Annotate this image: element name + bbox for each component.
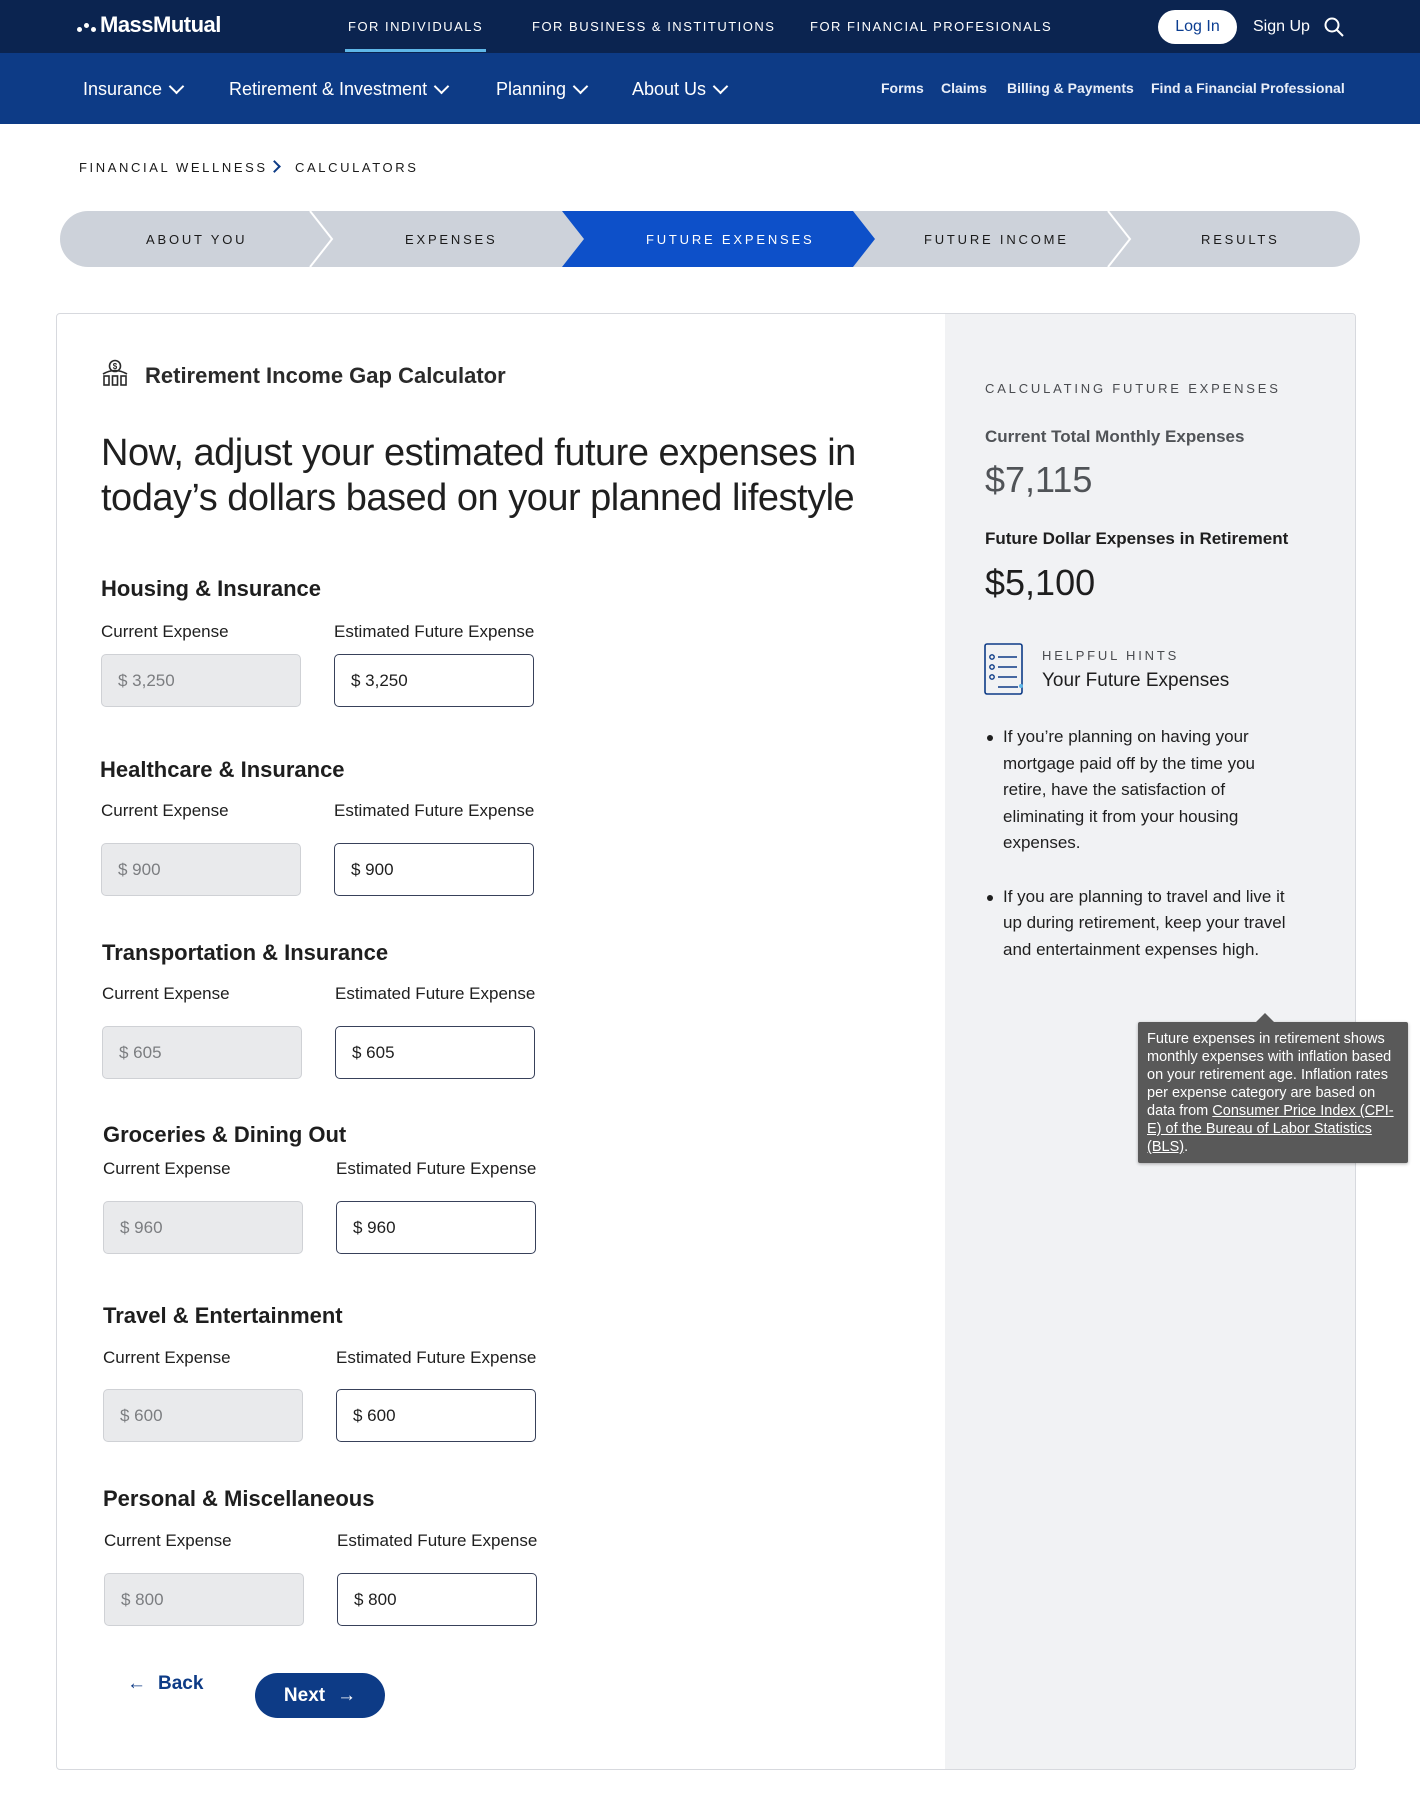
transportation-future-input[interactable]: $ 605 [335,1026,535,1079]
nav-insurance[interactable] [83,79,182,100]
nav-planning[interactable] [496,79,586,100]
arrow-left-icon: ← [127,1673,146,1694]
future-expense-label: Estimated Future Expense [336,1348,537,1367]
calculator-title: Retirement Income Gap Calculator [145,363,506,388]
step-future-expenses[interactable]: FUTURE EXPENSES [646,232,815,247]
next-button[interactable] [255,1673,385,1718]
page-headline: Now, adjust your estimated future expenses in today’s dollars based on your planned lifestyle [101,432,856,519]
personal-future-input[interactable]: $ 800 [337,1573,537,1626]
travel-future-input[interactable]: $ 600 [336,1389,536,1442]
step-about-you[interactable]: ABOUT YOU [146,232,248,247]
main-nav [0,53,1420,124]
section-title-healthcare: Healthcare & Insurance [100,757,345,782]
sidebar-caption: CALCULATING FUTURE EXPENSES [985,381,1281,396]
nav-about-us[interactable] [632,79,726,100]
chevron-down-icon [169,79,185,95]
utility-forms[interactable]: Forms [881,80,924,96]
step-expenses[interactable]: EXPENSES [405,232,498,247]
back-button[interactable] [127,1673,203,1695]
search-icon[interactable] [1323,16,1345,38]
tooltip-text: Future expenses in retirement shows monthly expenses with inflation based on your retirement age. Inflation rates per expense category are based on data from [1147,1031,1392,1119]
future-expenses-label: Future Dollar Expenses in Retirement [985,529,1289,548]
nav-label: Insurance [83,79,163,99]
future-expenses-value: $5,100 [985,562,1096,603]
info-tooltip [1138,1022,1408,1163]
future-expense-label: Estimated Future Expense [334,801,535,820]
logo-dots-icon [77,18,96,32]
nav-label: Retirement & Investment [229,79,428,99]
utility-find-professional[interactable]: Find a Financial Professional [1151,80,1345,96]
login-button[interactable]: Log In [1158,10,1237,44]
current-expense-label: Current Expense [104,1531,232,1550]
nav-label: About Us [632,79,707,99]
arrow-right-icon: → [337,1684,357,1706]
transportation-current-field: $ 605 [102,1026,302,1079]
future-expense-label: Estimated Future Expense [335,984,536,1003]
housing-future-input[interactable]: $ 3,250 [334,654,534,707]
current-expense-label: Current Expense [101,801,229,820]
signup-link[interactable]: Sign Up [1253,18,1310,35]
chevron-right-icon [268,160,281,173]
breadcrumb-financial-wellness[interactable]: FINANCIAL WELLNESS [79,160,268,175]
chevron-down-icon [573,79,589,95]
massmutual-logo[interactable] [77,12,221,38]
chevron-down-icon [713,79,729,95]
future-expense-label: Estimated Future Expense [336,1159,537,1178]
cpi-link[interactable]: Consumer Price Index (CPI-E) of the Bureau of Labor Statistics (BLS) [1147,1103,1394,1155]
svg-text:$: $ [112,362,118,371]
hints-title: Your Future Expenses [1042,670,1230,691]
tab-for-financial-professionals[interactable]: FOR FINANCIAL PROFESIONALS [810,19,1053,34]
groceries-current-field: $ 960 [103,1201,303,1254]
hint-item: If you are planning to travel and live it up during retirement, keep your travel and entertainment expenses high. [1003,884,1303,964]
current-expense-label: Current Expense [103,1159,231,1178]
current-expense-label: Current Expense [102,984,230,1003]
future-expense-label: Estimated Future Expense [337,1531,538,1550]
chevron-down-icon [434,79,450,95]
nav-retirement-investment[interactable] [229,79,447,100]
utility-billing-payments[interactable]: Billing & Payments [1007,80,1134,96]
future-expense-label: Estimated Future Expense [334,622,535,641]
back-label: Back [158,1673,204,1694]
healthcare-current-field: $ 900 [101,843,301,896]
utility-claims[interactable]: Claims [941,80,987,96]
personal-current-field: $ 800 [104,1573,304,1626]
checklist-icon [984,643,1024,695]
section-title-groceries: Groceries & Dining Out [103,1122,347,1147]
logo-text: MassMutual [100,12,221,37]
progress-stepper [60,211,1360,267]
housing-current-field: $ 3,250 [101,654,301,707]
section-title-travel: Travel & Entertainment [103,1303,343,1328]
current-expense-label: Current Expense [103,1348,231,1367]
section-title-housing: Housing & Insurance [101,576,322,601]
hint-item: If you’re planning on having your mortgage paid off by the time you retire, have the satisfaction of eliminating it from your housing expenses. [1003,724,1303,857]
travel-current-field: $ 600 [103,1389,303,1442]
groceries-future-input[interactable]: $ 960 [336,1201,536,1254]
step-results[interactable]: RESULTS [1201,232,1280,247]
healthcare-future-input[interactable]: $ 900 [334,843,534,896]
nav-label: Planning [496,79,567,99]
top-bar [0,0,1420,53]
tab-for-individuals[interactable]: FOR INDIVIDUALS [348,19,484,34]
hints-list [1003,724,1303,990]
tooltip-tail: . [1184,1139,1189,1155]
section-title-transportation: Transportation & Insurance [102,940,389,965]
current-total-label: Current Total Monthly Expenses [985,427,1245,446]
hints-caption: HELPFUL HINTS [1042,648,1180,663]
step-future-income[interactable]: FUTURE INCOME [924,232,1069,247]
next-label: Next [283,1684,326,1706]
current-total-value: $7,115 [985,459,1093,500]
section-title-personal: Personal & Miscellaneous [103,1486,375,1511]
current-expense-label: Current Expense [101,622,229,641]
breadcrumb-calculators[interactable]: CALCULATORS [295,160,419,175]
tab-for-business[interactable]: FOR BUSINESS & INSTITUTIONS [532,19,776,34]
bank-icon [101,359,129,387]
